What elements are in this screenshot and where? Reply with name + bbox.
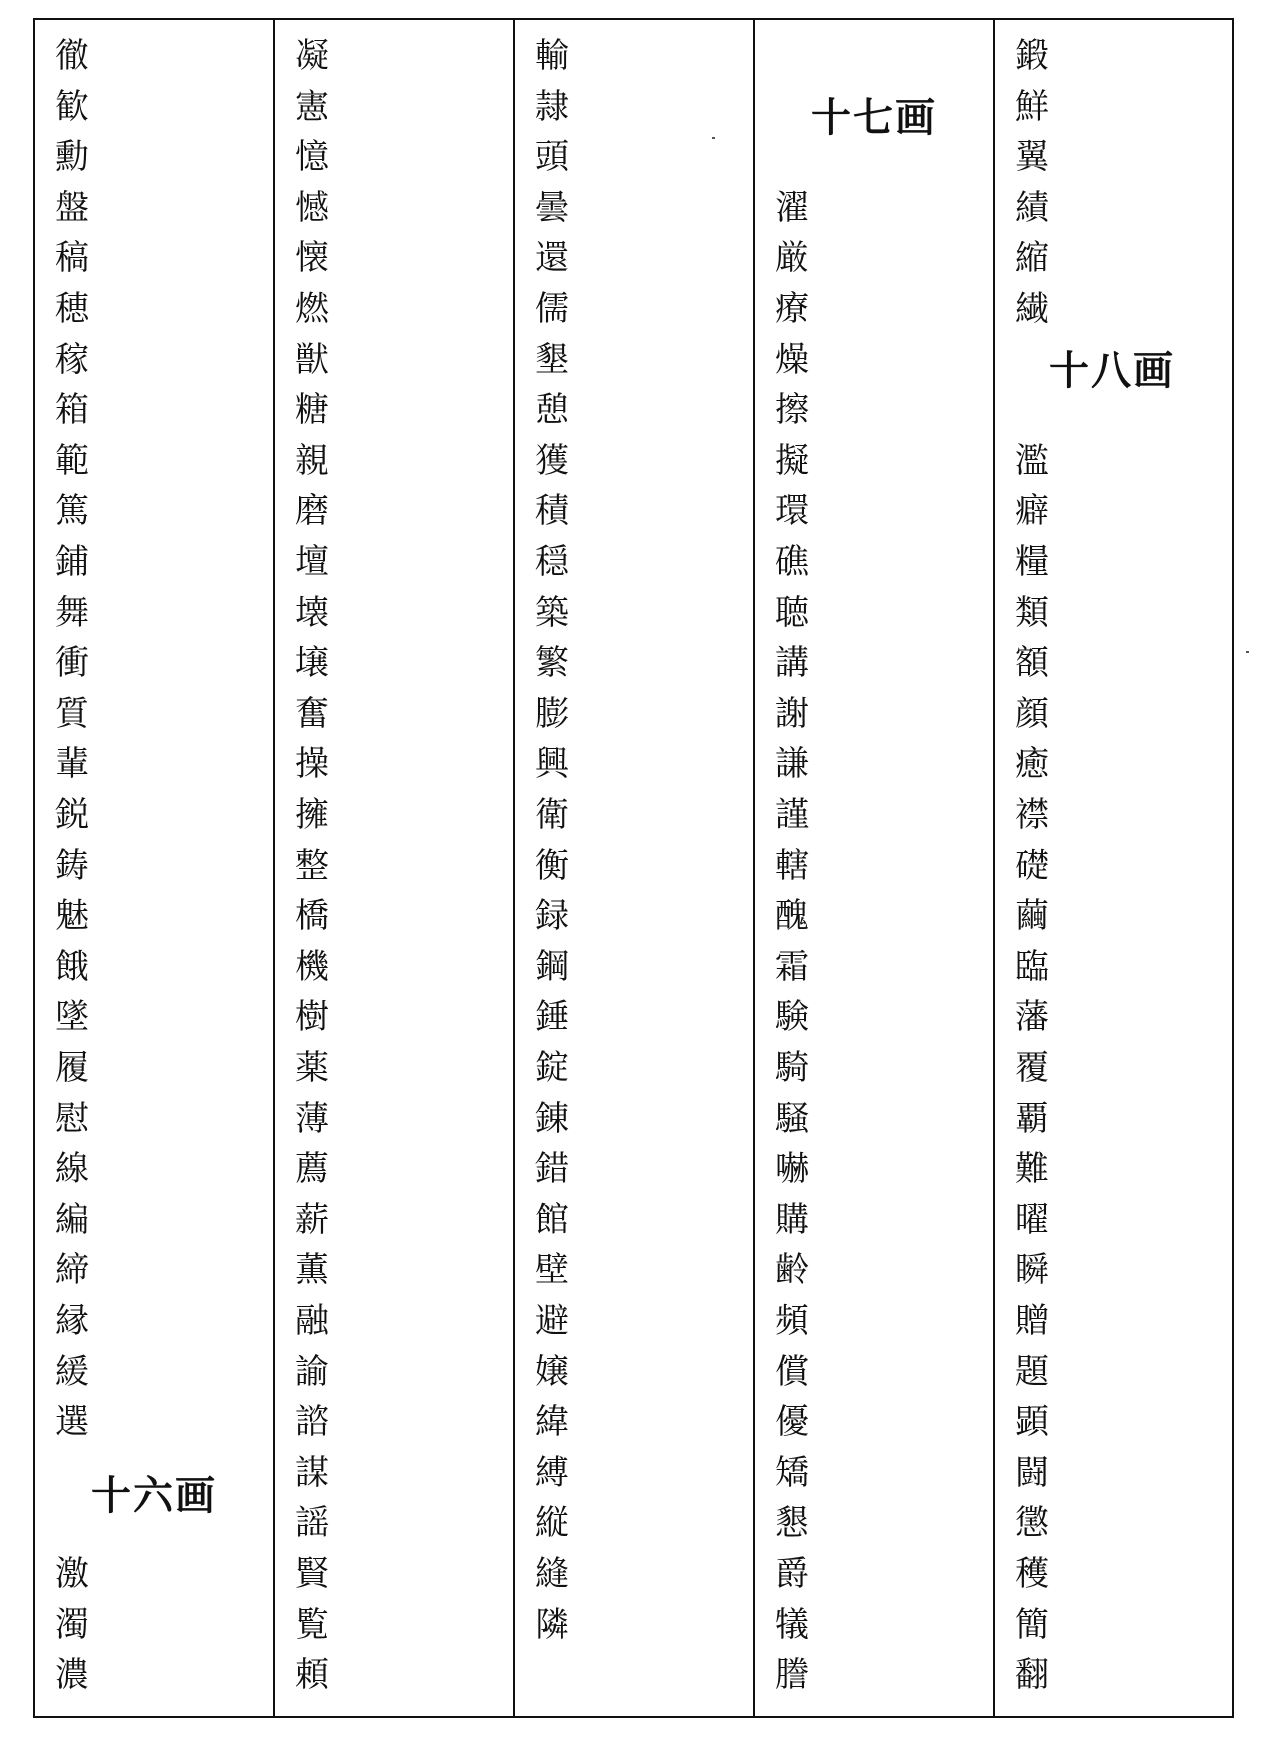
stroke-count-heading: 十八画 [1049,348,1175,394]
character-entry: 履 [55,1048,89,1088]
character-entry: 謹 [775,795,809,835]
column-3 [515,20,755,1716]
character-entry: 憾 [295,187,329,228]
column-5 [995,20,1232,1716]
character-entry: 線 [55,1149,89,1190]
character-entry: 縮 [1015,238,1049,279]
character-entry: 績 [1015,187,1049,228]
character-entry: 親 [295,440,329,481]
character-entry: 賢 [295,1554,329,1594]
scan-speck [1246,651,1249,653]
character-entry: 謙 [775,744,809,785]
character-entry: 簡 [1015,1604,1049,1645]
character-entry: 隣 [535,1604,569,1645]
character-entry: 鋼 [535,946,569,987]
character-entry: 頻 [775,1301,809,1341]
character-entry: 緯 [535,1402,569,1443]
character-entry: 縛 [535,1452,569,1493]
character-entry: 騎 [775,1048,809,1088]
character-entry: 衡 [535,845,569,886]
character-entry: 覧 [295,1604,329,1645]
character-entry: 衛 [535,795,569,835]
character-entry: 橋 [295,896,329,937]
character-entry: 獣 [295,339,329,380]
character-entry: 衝 [55,643,89,684]
character-entry: 嚇 [775,1149,809,1190]
column-1 [35,20,275,1716]
character-entry: 繁 [535,643,569,684]
character-entry: 薄 [295,1098,329,1139]
character-entry: 激 [55,1554,89,1594]
character-entry: 糧 [1015,542,1049,582]
character-entry: 鋳 [55,845,89,886]
character-entry: 縁 [55,1301,89,1341]
character-entry: 輸 [535,36,569,76]
character-entry: 癒 [1015,744,1049,785]
character-entry: 濫 [1015,440,1049,481]
character-entry: 選 [55,1402,89,1443]
character-entry: 縦 [535,1503,569,1544]
character-entry: 題 [1015,1351,1049,1392]
character-entry: 擁 [295,795,329,835]
character-entry: 儒 [535,289,569,329]
character-entry: 館 [535,1199,569,1240]
character-entry: 濁 [55,1604,89,1645]
character-entry: 濃 [55,1655,89,1696]
character-entry: 難 [1015,1149,1049,1190]
character-entry: 穏 [535,542,569,582]
stroke-count-heading: 十七画 [811,95,937,141]
character-entry: 験 [775,997,809,1038]
character-entry: 霜 [775,946,809,987]
character-entry: 徹 [55,36,89,76]
character-entry: 償 [775,1351,809,1392]
character-entry: 壊 [295,592,329,633]
character-entry: 箱 [55,390,89,431]
character-entry: 壇 [295,542,329,582]
character-entry: 顔 [1015,693,1049,734]
character-entry: 濯 [775,187,809,228]
character-entry: 顕 [1015,1402,1049,1443]
character-entry: 礁 [775,542,809,582]
character-entry: 奮 [295,693,329,734]
character-entry: 歓 [55,86,89,127]
character-entry: 襟 [1015,795,1049,835]
character-entry: 療 [775,289,809,329]
character-entry: 薬 [295,1048,329,1088]
character-entry: 積 [535,491,569,532]
character-entry: 曜 [1015,1199,1049,1240]
character-entry: 翼 [1015,137,1049,178]
character-entry: 嬢 [535,1351,569,1392]
character-entry: 錘 [535,997,569,1038]
character-entry: 頭 [535,137,569,178]
character-entry: 穂 [55,289,89,329]
character-entry: 整 [295,845,329,886]
character-entry: 質 [55,693,89,734]
character-entry: 樹 [295,997,329,1038]
character-entry: 隷 [535,86,569,127]
character-entry: 覇 [1015,1098,1049,1139]
character-entry: 凝 [295,36,329,76]
character-entry: 稼 [55,339,89,380]
character-entry: 擦 [775,390,809,431]
character-entry: 藩 [1015,997,1049,1038]
character-entry: 薦 [295,1149,329,1190]
character-entry: 緩 [55,1351,89,1392]
character-entry: 錬 [535,1098,569,1139]
character-entry: 編 [55,1199,89,1240]
character-entry: 醜 [775,896,809,937]
character-entry: 盤 [55,187,89,228]
character-entry: 轄 [775,845,809,886]
character-entry: 築 [535,592,569,633]
character-entry: 避 [535,1301,569,1341]
character-entry: 闘 [1015,1452,1049,1493]
character-entry: 穫 [1015,1554,1049,1594]
character-entry: 矯 [775,1452,809,1493]
character-entry: 薪 [295,1199,329,1240]
character-entry: 翻 [1015,1655,1049,1696]
character-entry: 憩 [535,390,569,431]
character-entry: 厳 [775,238,809,279]
character-entry: 環 [775,491,809,532]
character-entry: 懇 [775,1503,809,1544]
character-entry: 鍛 [1015,36,1049,76]
character-entry: 壁 [535,1250,569,1291]
character-entry: 癖 [1015,491,1049,532]
character-entry: 稿 [55,238,89,279]
character-entry: 購 [775,1199,809,1240]
character-entry: 締 [55,1250,89,1291]
character-entry: 鋭 [55,795,89,835]
character-entry: 鋪 [55,542,89,582]
character-entry: 聴 [775,592,809,633]
character-entry: 範 [55,440,89,481]
character-entry: 優 [775,1402,809,1443]
character-entry: 壌 [295,643,329,684]
character-entry: 諭 [295,1351,329,1392]
character-entry: 慰 [55,1098,89,1139]
character-entry: 類 [1015,592,1049,633]
character-entry: 懲 [1015,1503,1049,1544]
character-entry: 頼 [295,1655,329,1696]
character-entry: 墾 [535,339,569,380]
character-entry: 謡 [295,1503,329,1544]
character-entry: 臨 [1015,946,1049,987]
character-entry: 魅 [55,896,89,937]
character-entry: 齢 [775,1250,809,1291]
character-entry: 憲 [295,86,329,127]
character-entry: 磨 [295,491,329,532]
character-entry: 繭 [1015,896,1049,937]
character-entry: 輩 [55,744,89,785]
character-entry: 篤 [55,491,89,532]
character-entry: 舞 [55,592,89,633]
character-entry: 繊 [1015,289,1049,329]
character-entry: 諮 [295,1402,329,1443]
character-entry: 礎 [1015,845,1049,886]
character-entry: 録 [535,896,569,937]
character-entry: 勳 [55,137,89,178]
character-entry: 縫 [535,1554,569,1594]
character-entry: 錯 [535,1149,569,1190]
character-entry: 融 [295,1301,329,1341]
character-entry: 操 [295,744,329,785]
stroke-count-heading: 十六画 [91,1473,217,1519]
character-entry: 糖 [295,390,329,431]
character-entry: 燃 [295,289,329,329]
character-entry: 擬 [775,440,809,481]
character-entry: 薫 [295,1250,329,1291]
character-entry: 騒 [775,1098,809,1139]
character-entry: 謄 [775,1655,809,1696]
character-entry: 講 [775,643,809,684]
character-entry: 燥 [775,339,809,380]
character-entry: 機 [295,946,329,987]
character-entry: 額 [1015,643,1049,684]
character-entry: 興 [535,744,569,785]
character-entry: 憶 [295,137,329,178]
character-entry: 墜 [55,997,89,1038]
character-table [33,18,1234,1718]
column-2 [275,20,515,1716]
character-entry: 犠 [775,1604,809,1645]
character-entry: 贈 [1015,1301,1049,1341]
character-entry: 爵 [775,1554,809,1594]
character-entry: 餓 [55,946,89,987]
character-entry: 獲 [535,440,569,481]
scan-speck [712,137,715,139]
character-entry: 膨 [535,693,569,734]
character-entry: 曇 [535,187,569,228]
character-entry: 錠 [535,1048,569,1088]
character-entry: 謝 [775,693,809,734]
character-entry: 覆 [1015,1048,1049,1088]
character-entry: 謀 [295,1452,329,1493]
character-entry: 鮮 [1015,86,1049,127]
column-4 [755,20,995,1716]
character-entry: 瞬 [1015,1250,1049,1291]
character-entry: 還 [535,238,569,279]
character-entry: 懐 [295,238,329,279]
